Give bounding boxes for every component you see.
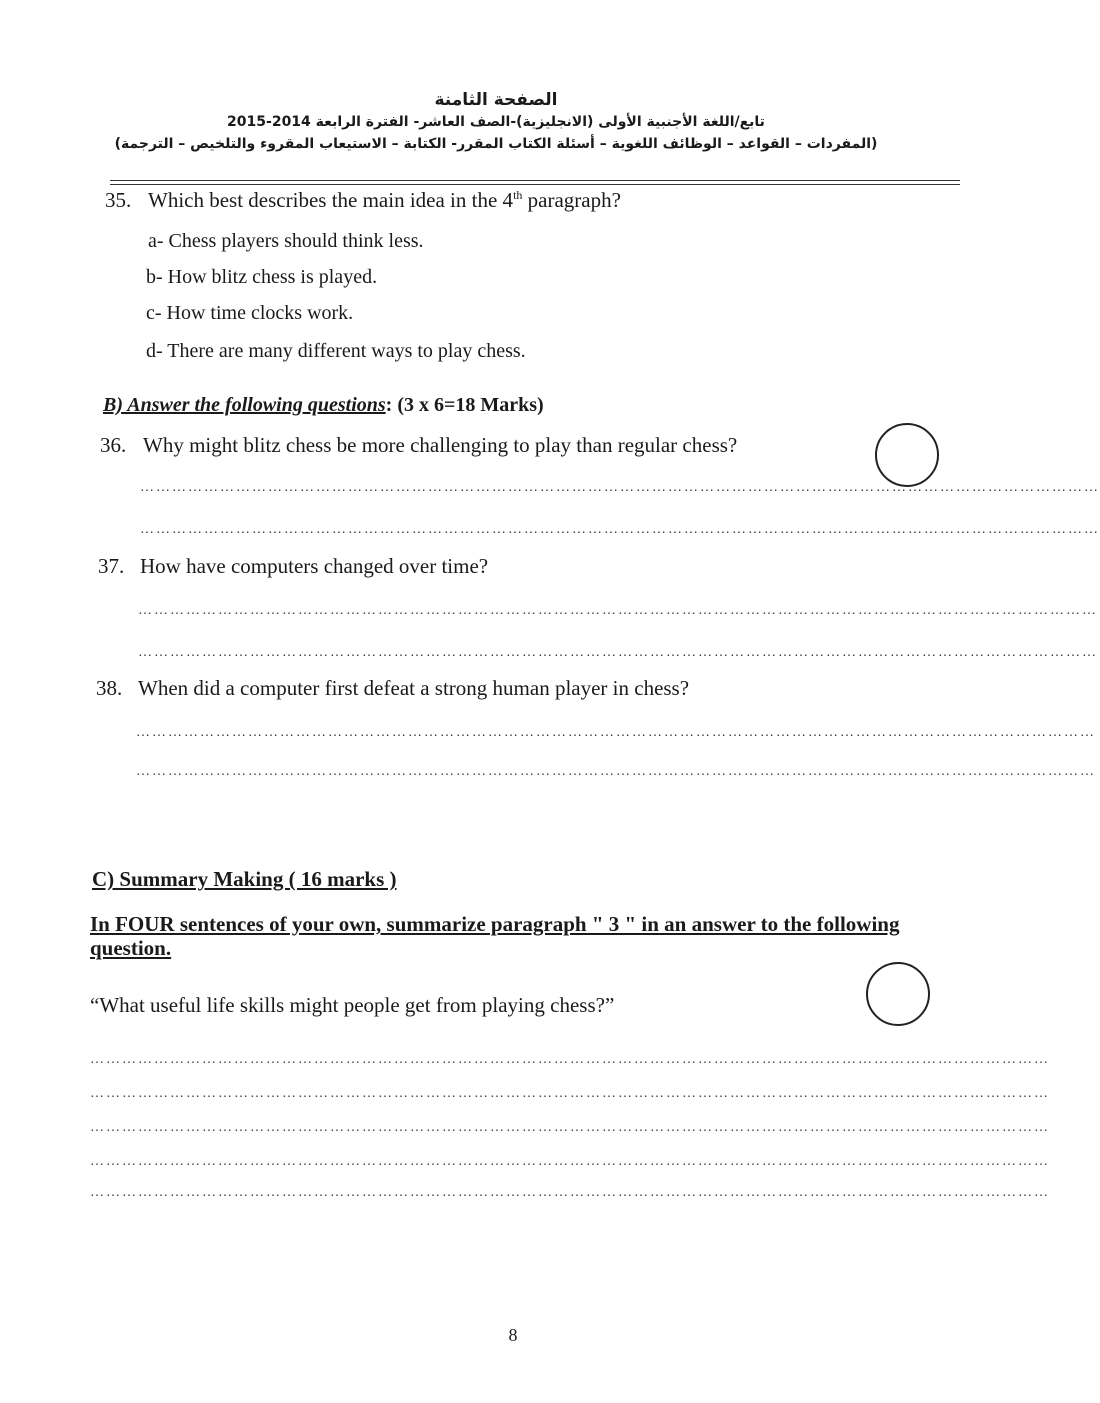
page-number: 8 (508, 1325, 518, 1345)
q37-answer-line-1[interactable]: ……………………………………………………………………………………………………………………………………………………………… (138, 603, 1098, 618)
q35-option-c: c- How time clocks work. (146, 302, 354, 324)
q38-answer-line-1[interactable]: ……………………………………………………………………………………………………………………………………………………………… (136, 725, 1096, 740)
q36-number: 36. (100, 433, 127, 457)
summary-line-1[interactable]: ……………………………………………………………………………………………………………………………………………………………… (90, 1052, 1050, 1067)
section-b-heading (103, 394, 544, 417)
q37-text: How have computers changed over time? (140, 554, 489, 578)
score-circle-c (866, 962, 930, 1026)
summary-line-5[interactable]: ……………………………………………………………………………………………………………………………………………………………… (90, 1185, 1050, 1200)
q37-answer-line-2[interactable]: ……………………………………………………………………………………………………………………………………………………………… (138, 645, 1098, 660)
header-divider-2 (110, 184, 960, 185)
header-divider (110, 180, 960, 181)
summary-line-4[interactable]: ……………………………………………………………………………………………………………………………………………………………… (90, 1154, 1050, 1169)
summary-line-3[interactable]: ……………………………………………………………………………………………………………………………………………………………… (90, 1120, 1050, 1135)
q38-answer-line-2[interactable]: ……………………………………………………………………………………………………………………………………………………………… (136, 764, 1096, 779)
q35-sup: th (513, 188, 523, 202)
q35-option-d: d- There are many different ways to play chess. (146, 340, 526, 362)
q35-number: 35. (105, 188, 132, 212)
subject-line: تابع/اللغة الأجنبية الأولى (الانجليزية)-الصف العاشر- الفترة الرابعة 2014-2015 (227, 114, 765, 130)
q35-text (148, 188, 621, 213)
summary-line-2[interactable]: ……………………………………………………………………………………………………………………………………………………………… (90, 1086, 1050, 1101)
q35-option-a: a- Chess players should think less. (148, 230, 424, 252)
summary-question: “What useful life skills might people get from playing chess?” (90, 993, 615, 1017)
section-c-title: C) Summary Making ( 16 marks ) (92, 867, 397, 891)
score-circle-b (875, 423, 939, 487)
q36-text: Why might blitz chess be more challenging to play than regular chess? (143, 433, 738, 457)
page-heading: الصفحة الثامنة (434, 90, 558, 110)
q38-text: When did a computer first defeat a strong human player in chess? (138, 676, 690, 700)
topics-line: (المفردات – القواعد – الوظائف اللغوية – أسئلة الكتاب المقرر- الكتابة – الاستيعاب المقروء والتلخيص – الترجمة) (114, 136, 878, 152)
q35-text-after: paragraph? (522, 188, 621, 212)
q35-option-b: b- How blitz chess is played. (146, 266, 378, 288)
q38-number: 38. (96, 676, 123, 700)
q37-number: 37. (98, 554, 125, 578)
section-b-title: B) Answer the following questions (103, 394, 386, 416)
section-c-instruction: In FOUR sentences of your own, summarize paragraph " 3 " in an answer to the following question. (90, 912, 900, 960)
q36-answer-line-2[interactable]: ……………………………………………………………………………………………………………………………………………………………… (140, 522, 1100, 537)
q36-answer-line-1[interactable]: ……………………………………………………………………………………………………………………………………………………………… (140, 480, 1100, 495)
q35-text-before: Which best describes the main idea in the 4 (148, 188, 514, 212)
section-b-marks: : (3 x 6=18 Marks) (385, 394, 544, 416)
